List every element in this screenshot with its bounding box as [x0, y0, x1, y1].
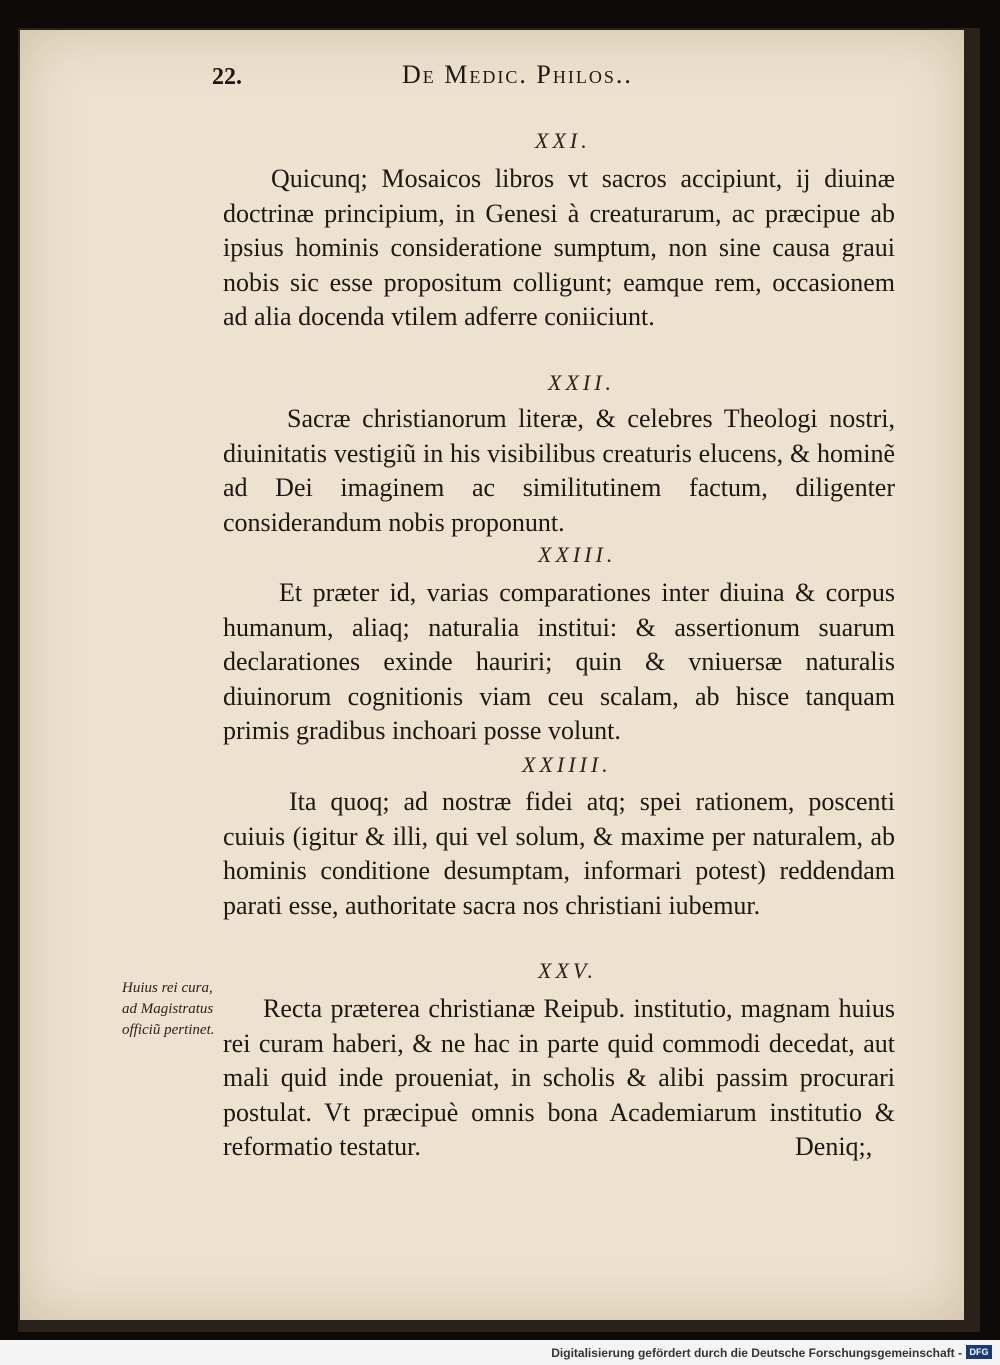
section-paragraph: Recta præterea christianæ Reipub. institutio, magnam huius rei curam haberi, & ne hac in parte quid commodi decedat, aut mali quid inde proueniat, in scholis & alibi passim procurari postulat. Vt præcipuè omnis bona Academiarum institutio & reformatio testatur.: [223, 994, 895, 1161]
dfg-logo: DFG: [966, 1345, 992, 1359]
page-header: [212, 60, 752, 100]
section-paragraph: Sacræ christianorum literæ, & celebres Theologi nostri, diuinitatis vestigiũ in his visibilibus creaturis elucens, & hominẽ ad Dei imaginem ac similitutinem factum, diligenter considerandum nobis proponunt.: [223, 404, 895, 537]
footer-credit: Digitalisierung gefördert durch die Deutsche Forschungsgemeinschaft -: [551, 1346, 962, 1360]
section-paragraph: Quicunq; Mosaicos libros vt sacros accipiunt, ij diuinæ doctrinæ principium, in Genesi à creaturarum, ac præcipue ab ipsius hominis consideratione sumptum, non sine causa graui nobis sic esse propositum colligunt; eamque rem, occasionem ad alia docenda vtilem adferre coniiciunt.: [223, 164, 895, 331]
margin-note: Huius rei cura, ad Magistratus officiũ pertinet.: [122, 980, 215, 1038]
page-number: 22.: [212, 64, 242, 90]
section-number: XXI.: [535, 128, 591, 153]
footer-bar: [0, 1340, 1000, 1365]
catchword: Deniq;,: [795, 1132, 873, 1161]
running-title: De Medic. Philos..: [402, 60, 633, 89]
section-number: XXIII.: [538, 542, 617, 567]
section-paragraph: Ita quoq; ad nostræ fidei atq; spei rationem, poscenti cuiuis (igitur & illi, qui vel solum, & maxime per naturalem, ab hominis conditione desumptam, informari potest) reddendam parati esse, authoritate sacra nos christiani iubemur.: [223, 787, 895, 920]
section-number: XXIIII.: [522, 752, 612, 777]
section-number: XXV.: [538, 958, 597, 983]
section-number: XXII.: [548, 370, 616, 395]
section-paragraph: Et præter id, varias comparationes inter diuina & corpus humanum, aliaq; naturalia institui: & assertionum suarum declarationes exinde hauriri; quin & vniuersæ naturalis diuinorum cognitionis viam ceu scalam, ab hisce tanquam primis gradibus inchoari posse volunt.: [223, 578, 895, 745]
